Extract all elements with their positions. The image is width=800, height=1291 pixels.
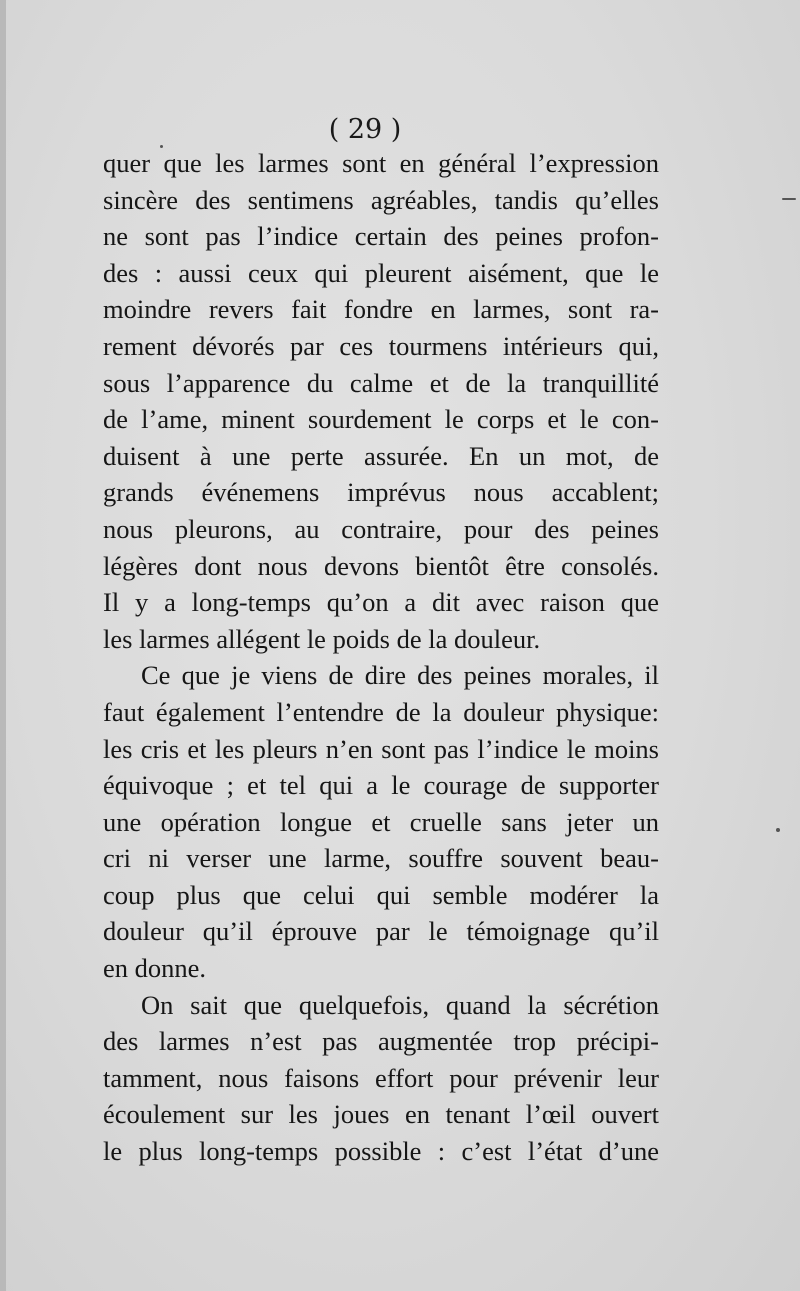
text-line: des : aussi ceux qui pleurent aisément, que le [103, 257, 659, 288]
body-text [103, 145, 659, 1170]
page-number: ( 29 ) [328, 114, 402, 145]
paper-speck [776, 828, 780, 832]
text-line: douleur qu’il éprouve par le témoignage qu’il [103, 916, 659, 947]
text-line: les cris et les pleurs n’en sont pas l’indice le moins [103, 733, 659, 764]
text-line: faut également l’entendre de la douleur physique: [103, 696, 659, 727]
text-line: sous l’apparence du calme et de la tranquillité [103, 367, 659, 398]
text-line: quer que les larmes sont en général l’expression [103, 148, 659, 178]
paper-speck [782, 198, 796, 200]
text-line: en donne. [103, 953, 207, 984]
text-line: grands événemens imprévus nous accablent; [103, 477, 659, 508]
text-line: légères dont nous devons bientôt être consolés. [103, 550, 659, 581]
text-line: nous pleurons, au contraire, pour des peines [103, 513, 659, 544]
text-line: coup plus que celui qui semble modérer la [103, 879, 659, 910]
paper-speck [160, 145, 163, 148]
text-line: Il y a long-temps qu’on a dit avec raison que [103, 587, 659, 618]
text-line: rement dévorés par ces tourmens intérieurs qui, [103, 330, 659, 361]
text-line: Ce que je viens de dire des peines morales, il [141, 660, 659, 691]
text-line: duisent à une perte assurée. En un mot, de [103, 440, 659, 471]
text-line: les larmes allégent le poids de la douleur. [103, 623, 541, 654]
text-line: écoulement sur les joues en tenant l’œil ouvert [103, 1099, 659, 1130]
text-line: le plus long-temps possible : c’est l’état d’une [103, 1136, 659, 1167]
text-line: tamment, nous faisons effort pour prévenir leur [103, 1062, 659, 1093]
text-line: des larmes n’est pas augmentée trop précipi- [103, 1026, 659, 1057]
page-edge [0, 0, 6, 1291]
text-line: ne sont pas l’indice certain des peines profon- [103, 221, 659, 252]
text-line: On sait que quelquefois, quand la sécrétion [141, 989, 659, 1020]
text-line: équivoque ; et tel qui a le courage de supporter [103, 770, 659, 801]
text-line: moindre revers fait fondre en larmes, sont ra- [103, 294, 659, 325]
text-line: de l’ame, minent sourdement le corps et le con- [103, 404, 659, 435]
text-line: cri ni verser une larme, souffre souvent beau- [103, 843, 659, 874]
text-line: sincère des sentimens agréables, tandis qu’elles [103, 184, 659, 215]
text-line: une opération longue et cruelle sans jeter un [103, 806, 659, 837]
